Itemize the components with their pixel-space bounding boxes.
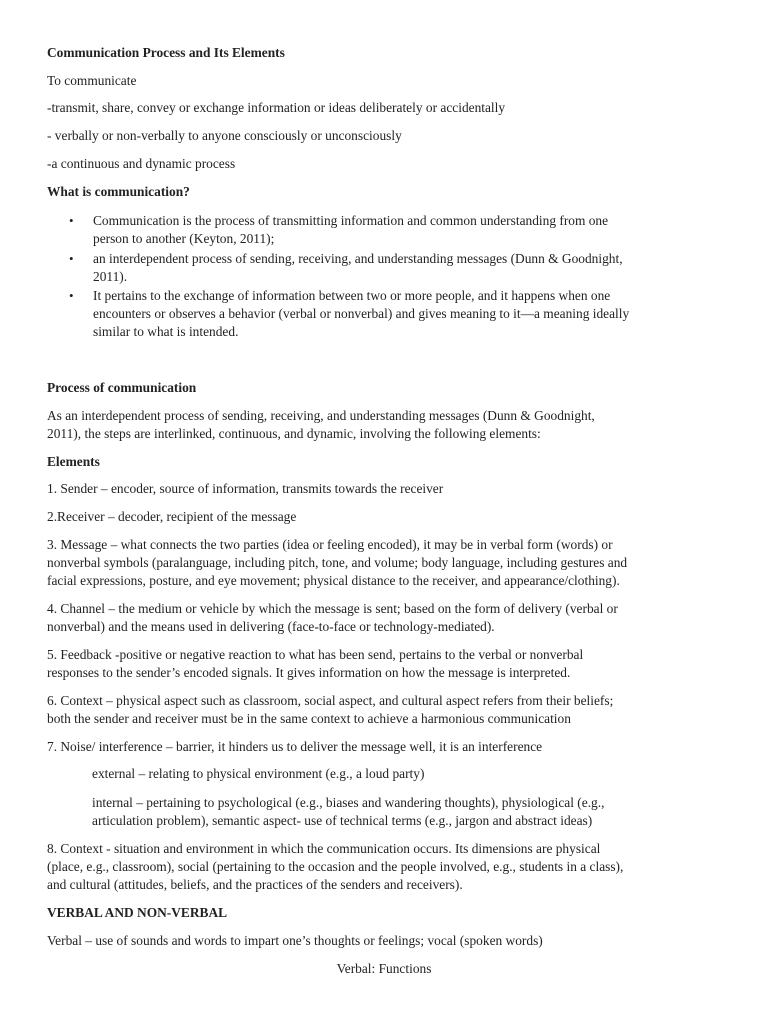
element-8-line-1: 8. Context - situation and environment in which the communication occurs. Its dimensions are physical — [47, 841, 601, 856]
noise-internal-line-1: internal – pertaining to psychological (e.g., biases and wandering thoughts), physiological (e.g., — [92, 795, 605, 810]
bullet-3-line-3: similar to what is intended. — [93, 324, 239, 339]
bullet-2-line-1: an interdependent process of sending, receiving, and understanding messages (Dunn & Goodnight, — [93, 251, 623, 266]
intro-line-3: - verbally or non-verbally to anyone consciously or unconsciously — [47, 128, 402, 143]
bullet-1-line-2: person to another (Keyton, 2011); — [93, 231, 275, 246]
element-6-line-2: both the sender and receiver must be in the same context to achieve a harmonious communication — [47, 711, 571, 726]
element-1: 1. Sender – encoder, source of information, transmits towards the receiver — [47, 481, 444, 496]
what-heading: What is communication? — [47, 184, 190, 199]
element-7: 7. Noise/ interference – barrier, it hinders us to deliver the message well, it is an interference — [47, 739, 543, 754]
elements-heading: Elements — [47, 454, 100, 469]
noise-external: external – relating to physical environment (e.g., a loud party) — [92, 766, 425, 781]
element-2: 2.Receiver – decoder, recipient of the message — [47, 509, 297, 524]
element-4-line-2: nonverbal) and the means used in delivering (face-to-face or technology-mediated). — [47, 619, 495, 634]
element-5-line-1: 5. Feedback -positive or negative reaction to what has been send, pertains to the verbal or nonverbal — [47, 647, 584, 662]
element-3-line-3: facial expressions, posture, and eye movement; physical distance to the receiver, and appearance/clothing). — [47, 573, 620, 588]
bullet-1-line-1: Communication is the process of transmitting information and common understanding from one — [93, 213, 609, 228]
bullet-icon: • — [69, 213, 74, 228]
bullet-icon: • — [69, 288, 74, 303]
doc-title: Communication Process and Its Elements — [47, 45, 285, 60]
element-3-line-2: nonverbal symbols (paralanguage, including pitch, tone, and volume; body language, including gestures and — [47, 555, 628, 570]
element-3-line-1: 3. Message – what connects the two parties (idea or feeling encoded), it may be in verbal form (words) or — [47, 537, 613, 552]
intro-line-4: -a continuous and dynamic process — [47, 156, 236, 171]
element-8-line-3: and cultural (attitudes, beliefs, and the practices of the senders and receivers). — [47, 877, 463, 892]
process-heading: Process of communication — [47, 380, 197, 395]
element-5-line-2: responses to the sender’s encoded signals. It gives information on how the message is interpreted. — [47, 665, 571, 680]
process-para-line-2: 2011), the steps are interlinked, continuous, and dynamic, involving the following elements: — [47, 426, 541, 441]
intro-line-2: -transmit, share, convey or exchange information or ideas deliberately or accidentally — [47, 100, 506, 115]
verbal-heading: VERBAL AND NON-VERBAL — [47, 905, 228, 920]
element-8-line-2: (place, e.g., classroom), social (pertaining to the occasion and the people involved, e.g., students in a class), — [47, 859, 624, 874]
process-para-line-1: As an interdependent process of sending, receiving, and understanding messages (Dunn & Goodnight, — [47, 408, 595, 423]
bullet-2-line-2: 2011). — [93, 269, 128, 284]
bullet-3-line-2: encounters or observes a behavior (verbal or nonverbal) and gives meaning to it—a meaning ideally — [93, 306, 630, 321]
verbal-functions-heading: Verbal: Functions — [336, 961, 432, 976]
intro-line-1: To communicate — [47, 73, 137, 88]
bullet-icon: • — [69, 251, 74, 266]
element-6-line-1: 6. Context – physical aspect such as classroom, social aspect, and cultural aspect refers from their beliefs; — [47, 693, 614, 708]
verbal-definition: Verbal – use of sounds and words to impart one’s thoughts or feelings; vocal (spoken words) — [47, 933, 543, 948]
element-4-line-1: 4. Channel – the medium or vehicle by which the message is sent; based on the form of delivery (verbal or — [47, 601, 618, 616]
noise-internal-line-2: articulation problem), semantic aspect- use of technical terms (e.g., jargon and abstract ideas) — [92, 813, 593, 828]
bullet-3-line-1: It pertains to the exchange of information between two or more people, and it happens when one — [93, 288, 611, 303]
